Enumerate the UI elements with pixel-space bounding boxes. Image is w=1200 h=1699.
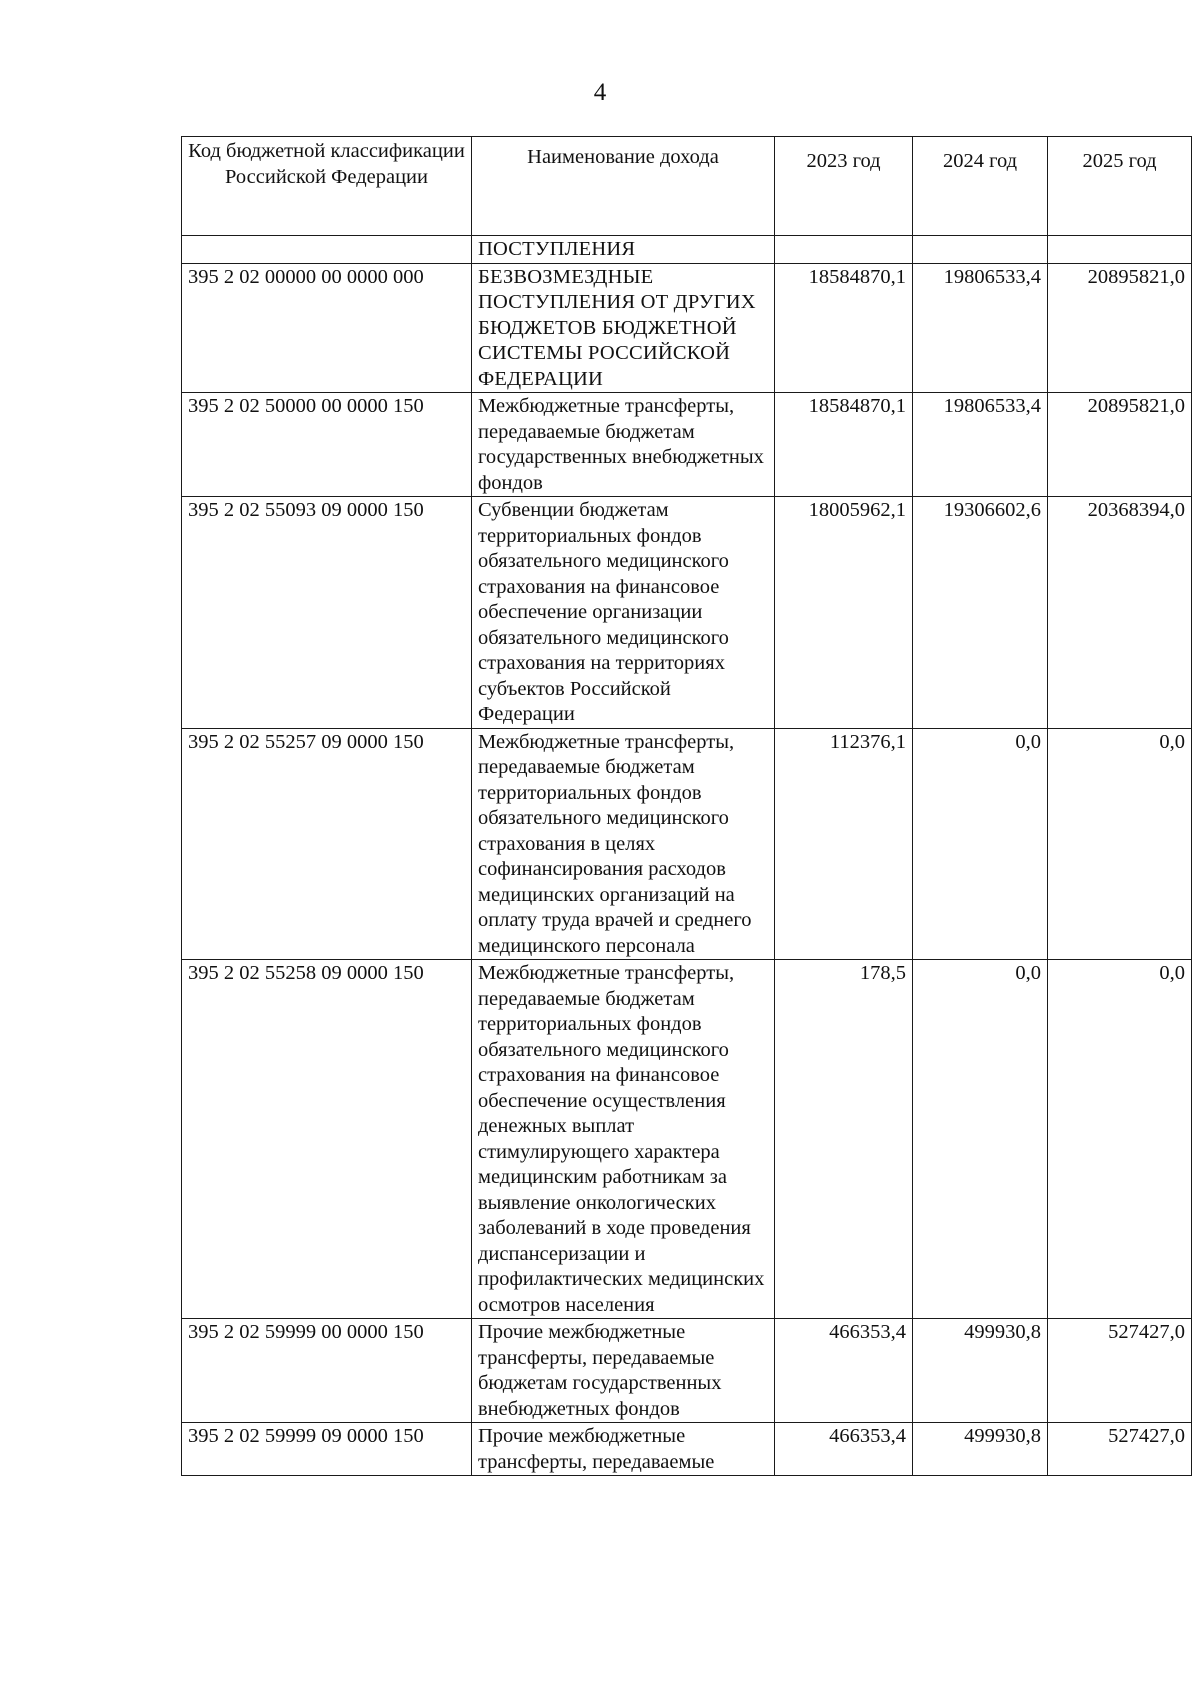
cell-2025: 0,0 bbox=[1048, 960, 1192, 1319]
table-row bbox=[182, 497, 1192, 729]
cell-2025: 20895821,0 bbox=[1048, 393, 1192, 497]
cell-2025: 527427,0 bbox=[1048, 1423, 1192, 1476]
cell-2024 bbox=[913, 236, 1048, 264]
cell-name: Прочие межбюджетные трансферты, передаваемые bbox=[472, 1423, 775, 1476]
cell-code: 395 2 02 55258 09 0000 150 bbox=[182, 960, 472, 1319]
cell-code: 395 2 02 59999 00 0000 150 bbox=[182, 1319, 472, 1423]
table-row bbox=[182, 960, 1192, 1319]
table-row bbox=[182, 393, 1192, 497]
cell-2023: 18584870,1 bbox=[775, 263, 913, 393]
cell-code: 395 2 02 59999 09 0000 150 bbox=[182, 1423, 472, 1476]
cell-code: 395 2 02 55093 09 0000 150 bbox=[182, 497, 472, 729]
header-name: Наименование дохода bbox=[472, 137, 775, 236]
cell-code: 395 2 02 55257 09 0000 150 bbox=[182, 728, 472, 960]
cell-2024: 499930,8 bbox=[913, 1319, 1048, 1423]
cell-2023: 178,5 bbox=[775, 960, 913, 1319]
cell-2025: 20368394,0 bbox=[1048, 497, 1192, 729]
cell-name: Субвенции бюджетам территориальных фондов обязательного медицинского страхования на финансовое обеспечение организации обязательного медицинского страхования на территориях субъектов Российской Федерации bbox=[472, 497, 775, 729]
cell-2025 bbox=[1048, 236, 1192, 264]
cell-code: 395 2 02 00000 00 0000 000 bbox=[182, 263, 472, 393]
cell-2023 bbox=[775, 236, 913, 264]
table-row bbox=[182, 1319, 1192, 1423]
cell-2023: 18005962,1 bbox=[775, 497, 913, 729]
cell-2023: 466353,4 bbox=[775, 1319, 913, 1423]
table-row-continuation bbox=[182, 236, 1192, 264]
table-row bbox=[182, 1423, 1192, 1476]
cell-2024: 0,0 bbox=[913, 728, 1048, 960]
cell-2023: 18584870,1 bbox=[775, 393, 913, 497]
table-row bbox=[182, 263, 1192, 393]
cell-code bbox=[182, 236, 472, 264]
cell-2025: 527427,0 bbox=[1048, 1319, 1192, 1423]
cell-name: Межбюджетные трансферты, передаваемые бюджетам территориальных фондов обязательного медицинского страхования на финансовое обеспечение осуществления денежных выплат стимулирующего характера медицинским работникам за выявление онкологических заболеваний в ходе проведения диспансеризации и профилактических медицинских осмотров населения bbox=[472, 960, 775, 1319]
cell-name: Межбюджетные трансферты, передаваемые бюджетам государственных внебюджетных фондов bbox=[472, 393, 775, 497]
cell-2023: 112376,1 bbox=[775, 728, 913, 960]
cell-name: Прочие межбюджетные трансферты, передаваемые бюджетам государственных внебюджетных фондов bbox=[472, 1319, 775, 1423]
cell-2024: 19306602,6 bbox=[913, 497, 1048, 729]
cell-name: Межбюджетные трансферты, передаваемые бюджетам территориальных фондов обязательного медицинского страхования в целях софинансирования расходов медицинских организаций на оплату труда врачей и среднего медицинского персонала bbox=[472, 728, 775, 960]
budget-revenue-table bbox=[181, 136, 1192, 1476]
cell-2025: 20895821,0 bbox=[1048, 263, 1192, 393]
cell-2024: 499930,8 bbox=[913, 1423, 1048, 1476]
cell-name: БЕЗВОЗМЕЗДНЫЕ ПОСТУПЛЕНИЯ ОТ ДРУГИХ БЮДЖЕТОВ БЮДЖЕТНОЙ СИСТЕМЫ РОССИЙСКОЙ ФЕДЕРАЦИИ bbox=[472, 263, 775, 393]
cell-2024: 0,0 bbox=[913, 960, 1048, 1319]
header-code: Код бюджетной классификации Российской Федерации bbox=[182, 137, 472, 236]
table-header-row bbox=[182, 137, 1192, 236]
cell-2024: 19806533,4 bbox=[913, 393, 1048, 497]
cell-name: ПОСТУПЛЕНИЯ bbox=[472, 236, 775, 264]
cell-2025: 0,0 bbox=[1048, 728, 1192, 960]
header-2024: 2024 год bbox=[913, 137, 1048, 236]
page-number: 4 bbox=[593, 79, 607, 106]
header-2025: 2025 год bbox=[1048, 137, 1192, 236]
table-row bbox=[182, 728, 1192, 960]
cell-2024: 19806533,4 bbox=[913, 263, 1048, 393]
cell-code: 395 2 02 50000 00 0000 150 bbox=[182, 393, 472, 497]
header-2023: 2023 год bbox=[775, 137, 913, 236]
cell-2023: 466353,4 bbox=[775, 1423, 913, 1476]
